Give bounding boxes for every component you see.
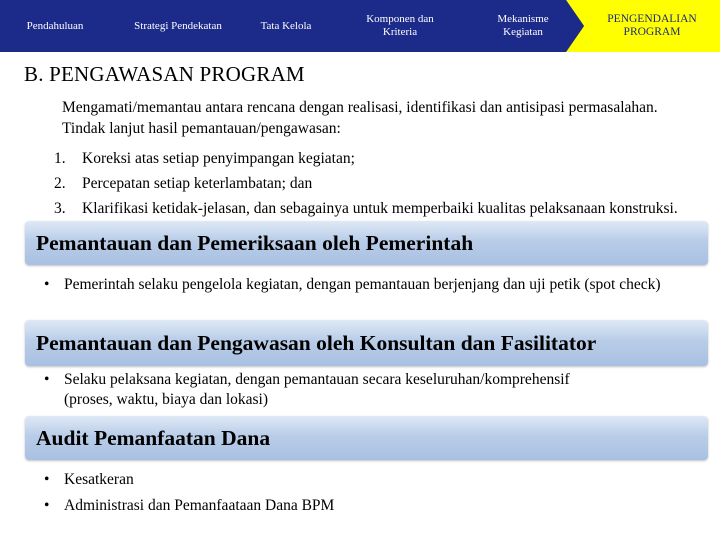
list-text: Percepatan setiap keterlambatan; dan (82, 175, 313, 192)
bullet-item (44, 493, 644, 519)
bullet-icon: • (44, 276, 50, 293)
tab-pengendalian-program[interactable]: PENGENDALIAN PROGRAM (607, 13, 697, 38)
list-number: 3. (54, 200, 66, 217)
bullet-text: Administrasi dan Pemanfaataan Dana BPM (64, 497, 335, 514)
list-item (54, 171, 714, 196)
bullet-icon: • (44, 371, 50, 388)
bullet-text: Kesatkeran (64, 471, 134, 488)
box-title: Pemantauan dan Pengawasan oleh Konsultan dan Fasilitator (36, 330, 597, 355)
bullet-text: Pemerintah selaku pengelola kegiatan, dengan pemantauan berjenjang dan uji petik (spot check) (64, 276, 661, 293)
list-text: Klarifikasi ketidak-jelasan, dan sebagainya untuk memperbaiki kualitas pelaksanaan konstruksi. (82, 200, 678, 217)
tab-pendahuluan[interactable]: Pendahuluan (26, 19, 84, 32)
tab-mekanisme-kegiatan[interactable]: Mekanisme Kegiatan (497, 13, 549, 38)
list-number: 2. (54, 175, 66, 192)
tab-komponen-dan-kriteria[interactable]: Komponen dan Kriteria (366, 13, 434, 38)
list-item (54, 196, 714, 221)
list-item (54, 146, 714, 171)
box-konsultan-bullets (44, 370, 584, 410)
box-audit-bullets (44, 467, 644, 519)
bullet-icon: • (44, 471, 50, 488)
section-title: B. PENGAWASAN PROGRAM (24, 62, 305, 86)
box-pemerintah-bullets (44, 275, 704, 295)
box-audit (25, 416, 708, 460)
bullet-item (44, 370, 584, 410)
box-title: Pemantauan dan Pemeriksaan oleh Pemerintah (36, 230, 474, 255)
tab-strategi-pendekatan[interactable]: Strategi Pendekatan (134, 19, 222, 32)
bullet-item (44, 467, 644, 493)
action-list (54, 146, 714, 221)
box-title: Audit Pemanfaatan Dana (36, 425, 271, 450)
intro-paragraph: Mengamati/memantau antara rencana dengan realisasi, identifikasi dan antisipasi permasalahan. Tindak lanjut hasil pemantauan/pengawasan: (62, 99, 658, 137)
tab-tata-kelola[interactable]: Tata Kelola (260, 19, 312, 32)
list-number: 1. (54, 150, 66, 167)
box-pemerintah (25, 221, 708, 265)
bullet-item (44, 275, 704, 295)
bullet-icon: • (44, 497, 50, 514)
top-navigation (0, 0, 720, 52)
list-text: Koreksi atas setiap penyimpangan kegiatan; (82, 150, 355, 167)
bullet-text: Selaku pelaksana kegiatan, dengan pemantauan secara keseluruhan/komprehensif (proses, waktu, biaya dan lokasi) (64, 371, 570, 408)
box-konsultan (25, 320, 708, 366)
